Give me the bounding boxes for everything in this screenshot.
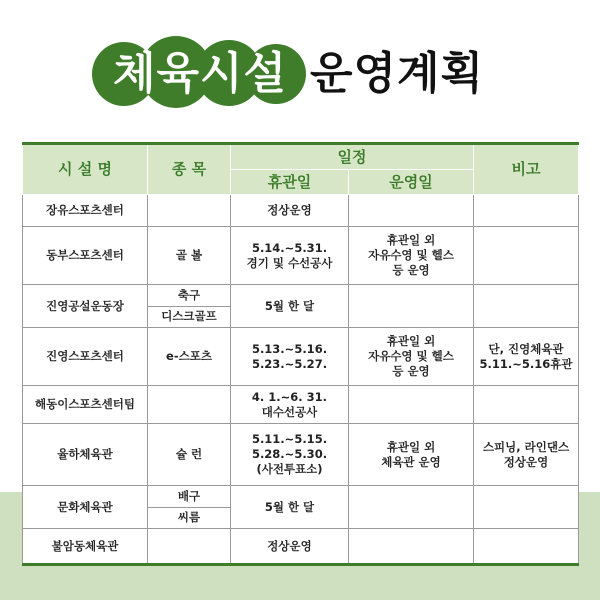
table-row [23,386,579,424]
note-cell [474,529,579,565]
closed-days-cell: 5.14.~5.31. 경기 및 수선공사 [231,227,349,285]
sport-item: 씨름 [148,507,230,529]
table-row [23,424,579,486]
open-days-cell: 휴관일 외 자유수영 및 헬스 등 운영 [349,227,474,285]
open-days-cell [349,195,474,227]
open-days-cell [349,285,474,328]
schedule-table [22,142,578,566]
sport-cell [148,386,231,424]
facility-cell: 장유스포츠센터 [23,195,148,227]
closed-days-cell: 5월 한 달 [231,486,349,529]
table-row [23,486,579,529]
closed-days-cell: 5.13.~5.16. 5.23.~5.27. [231,328,349,386]
note-cell: 스피닝, 라인댄스 정상운영 [474,424,579,486]
sport-cell: e-스포츠 [148,328,231,386]
title-rest: 운영계획 [310,48,485,99]
header-note: 비고 [474,144,579,195]
sport-cell: 골 볼 [148,227,231,285]
title-highlight: 체육시설 [112,48,287,99]
facility-cell: 해동이스포츠센터팀 [23,386,148,424]
page-title [0,30,600,120]
closed-days-cell: 5.11.~5.15. 5.28.~5.30. (사전투표소) [231,424,349,486]
note-cell: 단, 진영체육관 5.11.~5.16휴관 [474,328,579,386]
sport-item: 축구 [177,287,201,302]
open-days-cell [349,529,474,565]
open-days-cell: 휴관일 외 자유수영 및 헬스 등 운영 [349,328,474,386]
table-row [23,529,579,565]
closed-days-cell: 정상운영 [231,529,349,565]
closed-days-cell: 5월 한 달 [231,285,349,328]
sport-item: 디스크골프 [148,306,230,328]
note-cell [474,386,579,424]
facility-cell: 문화체육관 [23,486,148,529]
header-sport: 종 목 [148,144,231,195]
header-facility: 시 설 명 [23,144,148,195]
sport-cell [148,486,231,529]
open-days-cell [349,486,474,529]
facility-cell: 동부스포츠센터 [23,227,148,285]
closed-days-cell: 4. 1.~6. 31. 대수선공사 [231,386,349,424]
header-open: 운영일 [349,170,474,195]
facility-cell: 율하체육관 [23,424,148,486]
sport-cell [148,285,231,328]
table-row [23,328,579,386]
open-days-cell [349,386,474,424]
header-schedule: 일정 [231,144,474,170]
sport-cell [148,529,231,565]
note-cell [474,227,579,285]
sport-item: 배구 [177,488,201,503]
sport-cell [148,195,231,227]
sport-cell: 슐 런 [148,424,231,486]
note-cell [474,195,579,227]
facility-cell: 진영스포츠센터 [23,328,148,386]
table-row [23,195,579,227]
table-row [23,285,579,328]
table-row [23,227,579,285]
closed-days-cell: 정상운영 [231,195,349,227]
header-closed: 휴관일 [231,170,349,195]
facility-cell: 불암동체육관 [23,529,148,565]
note-cell [474,285,579,328]
note-cell [474,486,579,529]
open-days-cell: 휴관일 외 체육관 운영 [349,424,474,486]
facility-cell: 진영공설운동장 [23,285,148,328]
